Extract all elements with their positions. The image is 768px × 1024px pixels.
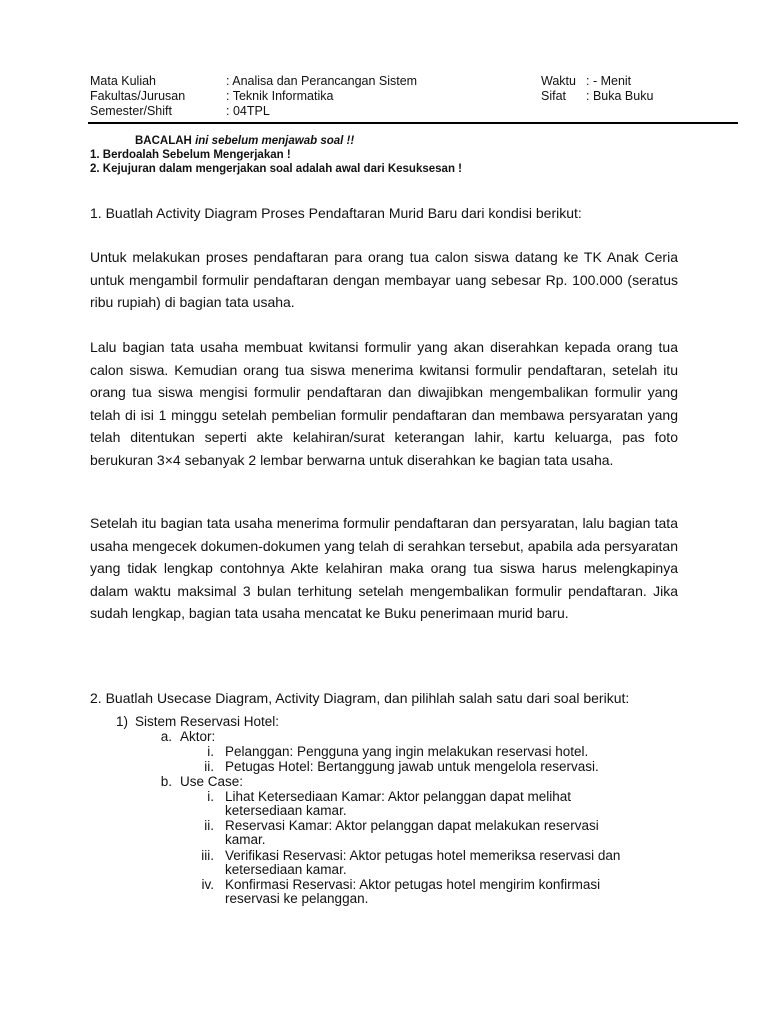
instructions-title-bold: BACALAH (135, 135, 192, 147)
list-item: Lihat Ketersediaan Kamar: Aktor pelanggan dapat melihat (225, 789, 571, 804)
list-item-continuation: reservasi ke pelanggan. (225, 891, 369, 906)
header-value: : Buka Buku (586, 89, 654, 103)
list-number: iv. (201, 877, 214, 892)
header-label: Semester/Shift (90, 104, 172, 118)
instructions-title-italic: ini sebelum menjawab soal !! (195, 135, 355, 147)
instructions-title (135, 134, 354, 149)
instruction-item: 1. Berdoalah Sebelum Mengerjakan ! (90, 149, 291, 161)
list-item-continuation: kamar. (225, 832, 266, 847)
header-value: : 04TPL (226, 104, 270, 118)
list-item: Petugas Hotel: Bertanggung jawab untuk mengelola reservasi. (225, 759, 599, 774)
list-item: Pelanggan: Pengguna yang ingin melakukan reservasi hotel. (225, 744, 589, 759)
question-1-title: 1. Buatlah Activity Diagram Proses Pendaftaran Murid Baru dari kondisi berikut: (90, 205, 582, 221)
question-1-paragraph: Lalu bagian tata usaha membuat kwitansi formulir yang akan diserahkan kepada orang tua calon siswa. Kemudian orang tua siswa menerima kwitansi formulir pendaftaran, setelah itu orang tua siswa mengisi formulir pendaftaran dan diwajibkan mengembalikan formulir yang telah di isi 1 minggu setelah pembelian formulir pendaftaran dan membawa persyaratan yang telah ditentukan seperti akte kelahiran/surat keterangan lahir, kartu keluarga, pas foto berukuran 3×4 sebanyak 2 lembar berwarna untuk diserahkan ke bagian tata usaha. (90, 339, 678, 468)
header-value: : Analisa dan Perancangan Sistem (226, 74, 418, 88)
list-number: iii. (201, 848, 214, 863)
header-divider (88, 122, 738, 124)
header-label: Sifat (541, 89, 567, 103)
question-1-paragraph: Untuk melakukan proses pendaftaran para orang tua calon siswa datang ke TK Anak Ceria untuk mengambil formulir pendaftaran dengan membayar uang sebesar Rp. 100.000 (seratus ribu rupiah) di bagian tata usaha. (90, 249, 678, 310)
list-number: ii. (204, 759, 214, 774)
list-item-continuation: ketersediaan kamar. (225, 803, 347, 818)
header-value: : Teknik Informatika (226, 89, 334, 103)
question-1-paragraph: Setelah itu bagian tata usaha menerima formulir pendaftaran dan persyaratan, lalu bagian tata usaha mengecek dokumen-dokumen yang telah di serahkan tersebut, apabila ada persyaratan yang tidak lengkap contohnya Akte kelahiran maka orang tua siswa harus melengkapinya dalam waktu maksimal 3 bulan terhitung setelah mengembalikan formulir pendaftaran. Jika sudah lengkap, bagian tata usaha mencatat ke Buku penerimaan murid baru. (90, 515, 678, 621)
list-item-continuation: ketersediaan kamar. (225, 862, 347, 877)
instruction-item: 2. Kejujuran dalam mengerjakan soal adalah awal dari Kesuksesan ! (90, 163, 462, 175)
list-number: b. (160, 774, 172, 789)
list-item: Use Case: (180, 774, 244, 789)
list-item: Konfirmasi Reservasi: Aktor petugas hotel mengirim konfirmasi (225, 877, 601, 892)
list-number: a. (160, 729, 172, 744)
list-number: i. (207, 744, 214, 759)
list-number: i. (207, 789, 214, 804)
list-number: 1) (115, 714, 128, 729)
list-item: Reservasi Kamar: Aktor pelanggan dapat melakukan reservasi (225, 818, 599, 833)
header-label: Mata Kuliah (90, 74, 157, 88)
header-label: Waktu (541, 74, 576, 88)
list-item: Verifikasi Reservasi: Aktor petugas hotel memeriksa reservasi dan (225, 848, 621, 863)
header-value: : - Menit (586, 74, 632, 88)
list-number: ii. (204, 818, 214, 833)
list-item: Sistem Reservasi Hotel: (135, 714, 280, 729)
header-label: Fakultas/Jurusan (90, 89, 186, 103)
list-item: Aktor: (180, 729, 216, 744)
question-2-title: 2. Buatlah Usecase Diagram, Activity Diagram, dan pilihlah salah satu dari soal berikut: (90, 690, 630, 706)
